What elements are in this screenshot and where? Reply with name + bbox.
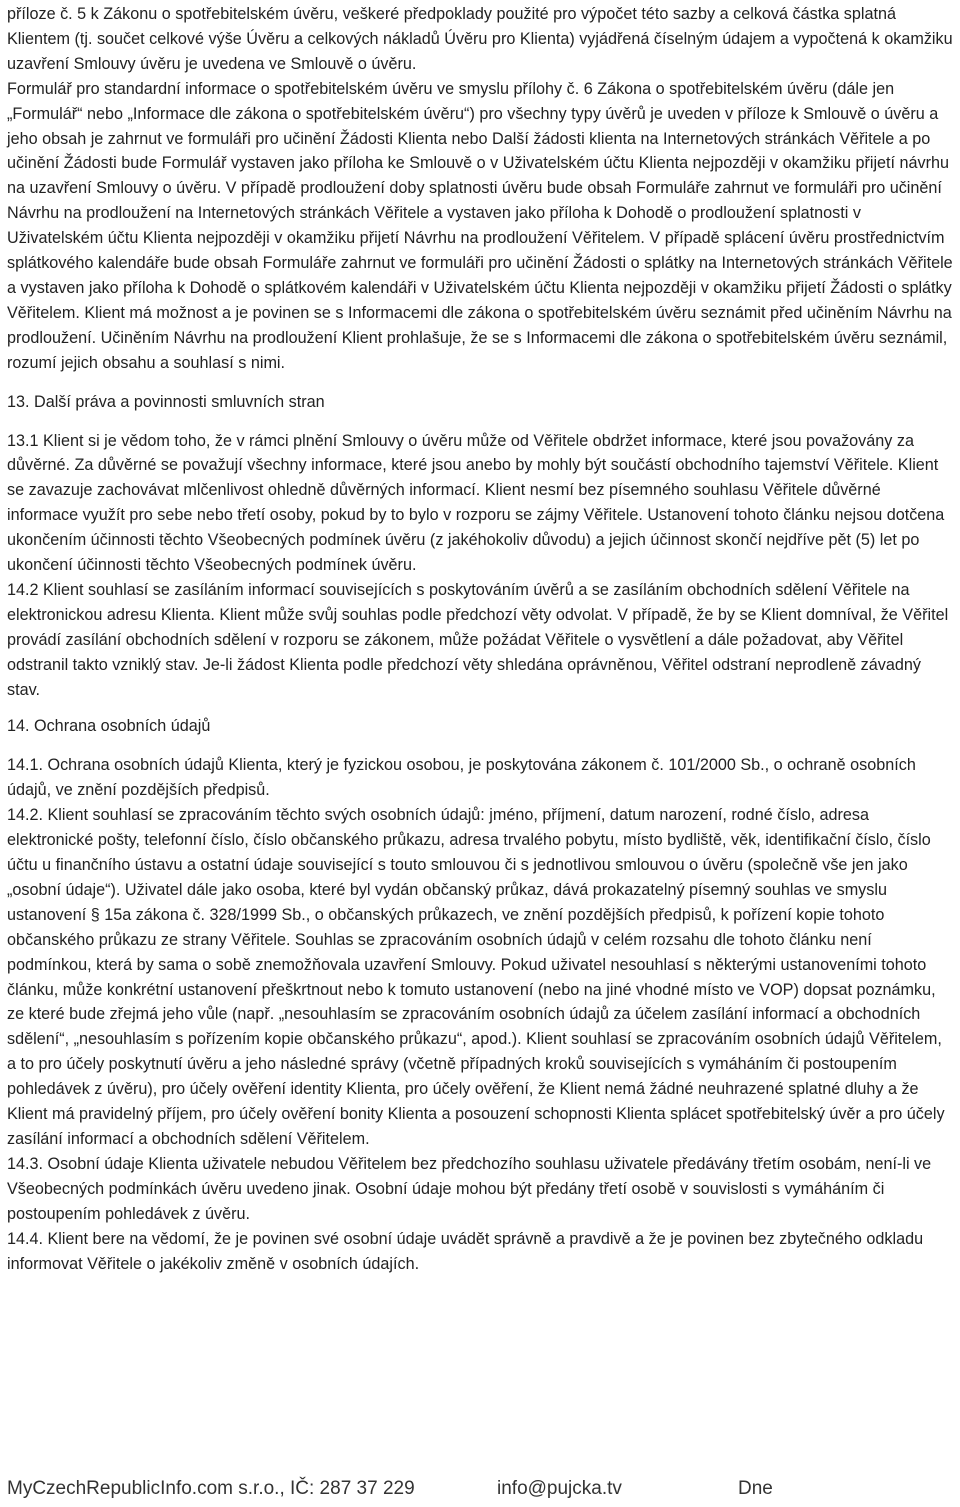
section-14-2-paragraph: 14.2. Klient souhlasí se zpracováním těchto svých osobních údajů: jméno, příjmení, datum narození, rodné číslo, adresa elektronické pošty, telefonní číslo, číslo občanského průkazu, adresa trvalého pobytu, místo bydliště, věk, identifikační číslo, číslo účtu u finančního ústavu a ostatní údaje související s touto smlouvou či s jednotlivou smlouvou o úvěru (společně vše jen jako „osobní údaje“). Uživatel dále jako osoba, které byl vydán občanský průkaz, dává prokazatelný písemný souhlas ve smyslu ustanovení § 15a zákona č. 328/1999 Sb., o občanských průkazech, ve znění pozdějších předpisů, k pořízení kopie tohoto občanského průkazu ze strany Věřitele. Souhlas se zpracováním osobních údajů v celém rozsahu dle tohoto článku není podmínkou, která by sama o sobě znemožňovala uzavření Smlouvy. Pokud uživatel nesouhlasí s některými ustanoveními tohoto článku, může konkrétní ustanovení přeškrtnout nebo k tomuto ustanovení (nebo na jiné vhodné místo ve VOP) dopsat poznámku, ze které bude zřejmá jeho vůle (např. „nesouhlasím se zpracováním osobních údajů za účelem zasílání informací a obchodních sdělení“, „nesouhlasím s pořízením kopie občanského průkazu“, apod.). Klient souhlasí se zpracováním osobních údajů Věřitelem, a to pro účely poskytnutí úvěru a jeho následné správy (včetně případných kroků souvisejících s vymáháním či postoupením pohledávek z úvěru), pro účely ověření identity Klienta, pro účely ověření, že Klient nemá žádné neuhrazené splatné dluhy a že Klient má pravidelný příjem, pro účely ověření bonity Klienta a posouzení schopnosti Klienta splácet spotřebitelský úvěr a pro účely zasílání informací a obchodních sdělení Věřitelem. (7, 806, 945, 1148)
section-14-4-paragraph: 14.4. Klient bere na vědomí, že je povinen své osobní údaje uvádět správně a pravdivě a že je povinen bez zbytečného odkladu informovat Věřitele o jakékoliv změně v osobních údajích. (7, 1229, 924, 1273)
section-14-3-paragraph: 14.3. Osobní údaje Klienta uživatele nebudou Věřitelem bez předchozího souhlasu uživatele předávány třetím osobám, není-li ve Všeobecných podmínkách úvěru uvedeno jinak. Osobní údaje mohou být předány třetí osobě v souvislosti s vymáháním či postoupením pohledávek z úvěru. (7, 1154, 932, 1223)
footer-date-label: Dne (738, 1478, 773, 1499)
footer-company: MyCzechRepublicInfo.com s.r.o., IČ: 287 37 229 (7, 1478, 415, 1499)
section-14-2-consent-paragraph: 14.2 Klient souhlasí se zasíláním informací souvisejících s poskytováním úvěrů a se zasíláním obchodních sdělení Věřitele na elektronickou adresu Klienta. Klient může svůj souhlas podle předchozí věty odvolat. V případě, že by se Klient domníval, že Věřitel provádí zasílání obchodních sdělení v rozporu se zákonem, může požádat Věřitele o vysvětlení a dále požadovat, aby Věřitel odstranil takto vzniklý stav. Je-li žádost Klienta podle předchozí věty shledána oprávněnou, Věřitel odstraní neprodleně závadný stav. (7, 580, 949, 699)
section-14-heading: 14. Ochrana osobních údajů (7, 717, 211, 736)
document-body (7, 2, 955, 1276)
section-13-heading: 13. Další práva a povinnosti smluvních stran (7, 392, 325, 411)
footer-email: info@pujcka.tv (497, 1478, 622, 1499)
section-13-1-paragraph: 13.1 Klient si je vědom toho, že v rámci plnění Smlouvy o úvěru může od Věřitele obdržet informace, které jsou považovány za důvěrné. Za důvěrné se považují všechny informace, které jsou anebo by mohly být součástí obchodního tajemství Věřitele. Klient se zavazuje zachovávat mlčenlivost ohledně důvěrných informací. Klient nesmí bez písemného souhlasu Věřitele důvěrné informace využít pro sebe nebo třetí osoby, pokud by to bylo v rozporu se zájmy Věřitele. Ustanovení tohoto článku nejsou dotčena ukončením účinnosti těchto Všeobecných podmínek úvěru (z jakéhokoliv důvodu) a jejich účinnost skončí nejdříve pět (5) let po ukončení účinnosti těchto Všeobecných podmínek úvěru. (7, 431, 945, 575)
section-14-1-paragraph: 14.1. Ochrana osobních údajů Klienta, který je fyzickou osobou, je poskytována zákonem č. 101/2000 Sb., o ochraně osobních údajů, ve znění pozdějších předpisů. (7, 756, 916, 800)
intro-paragraph-1: příloze č. 5 k Zákonu o spotřebitelském úvěru, veškeré předpoklady použité pro výpočet této sazby a celková částka splatná Klientem (tj. součet celkové výše Úvěru a celkových nákladů Úvěru pro Klienta) vyjádřená číselným údajem a vypočtená k okamžiku uzavření Smlouvy úvěru je uvedena ve Smlouvě o úvěru. (7, 5, 953, 73)
intro-paragraph-2: Formulář pro standardní informace o spotřebitelském úvěru ve smyslu přílohy č. 6 Zákona o spotřebitelském úvěru (dále jen „Formulář“ nebo „Informace dle zákona o spotřebitelském úvěru“) pro všechny typy úvěrů je uveden v příloze k Smlouvě o úvěru a jeho obsah je zahrnut ve formuláři pro učinění Žádosti Klienta nebo Další žádosti klienta na Internetových stránkách Věřitele a po učinění Žádosti bude Formulář vystaven jako příloha ke Smlouvě o v Uživatelském účtu Klienta nejpozději v okamžiku přijetí návrhu na uzavření Smlouvy o úvěru. V případě prodloužení doby splatnosti úvěru bude obsah Formuláře zahrnut ve formuláři pro učinění Návrhu na prodloužení na Internetových stránkách Věřitele a vystaven jako příloha k Dohodě o prodloužení splatnosti v Uživatelském účtu Klienta nejpozději v okamžiku přijetí Návrhu na prodloužení Věřitelem. V případě splácení úvěru prostřednictvím splátkového kalendáře bude obsah Formuláře zahrnut ve formuláři pro učinění Žádosti o splátky na Internetových stránkách Věřitele a vystaven jako příloha k Dohodě o splátkovém kalendáři v Uživatelském účtu Klienta nejpozději v okamžiku přijetí Žádosti o splátky Věřitelem. Klient má možnost a je povinen se s Informacemi dle zákona o spotřebitelském úvěru seznámit před učiněním Návrhu na prodloužení. Učiněním Návrhu na prodloužení Klient prohlašuje, že se s Informacemi dle zákona o spotřebitelském úvěru seznámil, rozumí jejich obsahu a souhlasí s nimi. (7, 79, 953, 372)
